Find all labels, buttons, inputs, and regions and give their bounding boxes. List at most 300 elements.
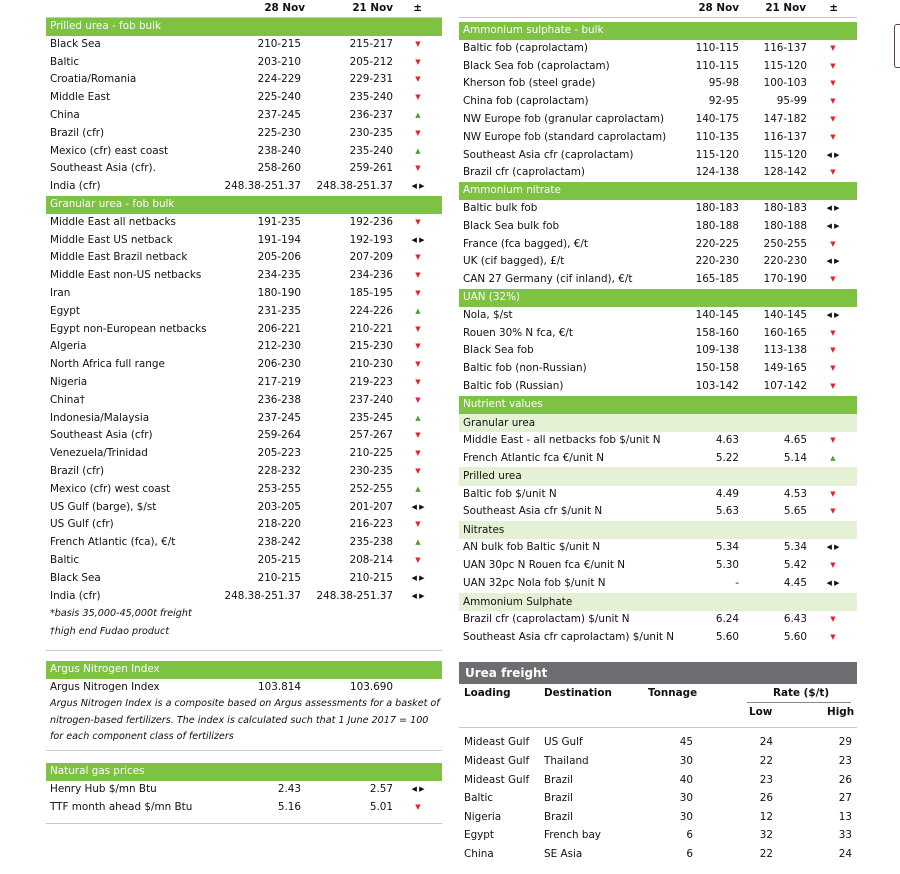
- left-header-row: [46, 0, 442, 18]
- row-value-current: 203-210: [257, 55, 301, 68]
- change-down-icon: ▼: [415, 271, 421, 280]
- prilled-urea-row: [46, 89, 442, 107]
- row-value-current: 191-194: [257, 233, 301, 246]
- freight-row: [459, 789, 857, 808]
- change-down-icon: ▼: [415, 466, 421, 475]
- freight-destination: US Gulf: [544, 736, 583, 749]
- change-down-icon: ▼: [415, 449, 421, 458]
- change-flat-icon: ◀ ▶: [411, 502, 425, 511]
- change-down-icon: ▼: [415, 57, 421, 66]
- change-down-icon: ▼: [830, 435, 836, 444]
- row-value-current: 5.60: [715, 630, 739, 643]
- row-value-previous: 5.65: [783, 505, 807, 518]
- row-label: Indonesia/Malaysia: [50, 411, 150, 424]
- freight-destination: Thailand: [544, 755, 589, 768]
- left-column: [46, 0, 442, 824]
- row-value-previous: 192-236: [349, 215, 393, 228]
- change-up-icon: ▲: [415, 538, 421, 547]
- row-label: US Gulf (cfr): [50, 518, 114, 531]
- row-value-previous: 180-188: [763, 219, 807, 232]
- change-down-icon: ▼: [830, 168, 836, 177]
- prilled-urea-row: [46, 143, 442, 161]
- granular-urea-row: [46, 338, 442, 356]
- row-value-previous: 236-237: [349, 108, 393, 121]
- row-label: Middle East US netback: [50, 233, 173, 246]
- freight-row: [459, 845, 857, 864]
- row-value-current: 259-264: [257, 429, 301, 442]
- nutrient-value-row: [459, 611, 857, 629]
- row-value-previous: 257-267: [349, 429, 393, 442]
- change-down-icon: ▼: [415, 802, 421, 811]
- header-date-current: 28 Nov: [698, 2, 739, 14]
- nutrient-value-row: [459, 450, 857, 468]
- row-label: Nola, $/st: [463, 308, 513, 321]
- row-value-previous: 4.45: [783, 576, 807, 589]
- ammonium-nitrate-title: Ammonium nitrate: [459, 182, 857, 200]
- row-label: Brazil cfr (caprolactam): [463, 166, 585, 179]
- granular-urea-row: [46, 463, 442, 481]
- row-value-current: 220-230: [695, 255, 739, 268]
- row-label: UAN 30pc N Rouen fca €/unit N: [463, 559, 626, 572]
- change-down-icon: ▼: [415, 164, 421, 173]
- nutrient-value-row: [459, 539, 857, 557]
- row-label: Brazil cfr (caprolactam) $/unit N: [463, 612, 630, 625]
- freight-rate-low: 23: [759, 773, 773, 786]
- change-flat-icon: ◀ ▶: [411, 573, 425, 582]
- row-value-current: 224-229: [257, 73, 301, 86]
- nutrient-value-row: [459, 629, 857, 647]
- row-value-current: 258-260: [257, 162, 301, 175]
- nutrient-group-title: Ammonium Sulphate: [459, 593, 857, 611]
- granular-urea-row: [46, 570, 442, 588]
- freight-rate-high: 24: [838, 848, 852, 861]
- row-label: Egypt: [50, 304, 80, 317]
- row-label: TTF month ahead $/mn Btu: [50, 800, 193, 813]
- row-value-previous: 207-209: [349, 251, 393, 264]
- change-flat-icon: ◀ ▶: [826, 578, 840, 587]
- change-down-icon: ▼: [830, 114, 836, 123]
- granular-urea-row: [46, 392, 442, 410]
- row-value-previous: 224-226: [349, 304, 393, 317]
- change-flat-icon: ◀ ▶: [826, 221, 840, 230]
- freight-tonnage: 30: [679, 792, 693, 805]
- change-down-icon: ▼: [415, 395, 421, 404]
- granular-urea-row: [46, 303, 442, 321]
- prilled-urea-row: [46, 71, 442, 89]
- freight-rate-high: 27: [838, 792, 852, 805]
- freight-rate-low: 22: [759, 755, 773, 768]
- change-down-icon: ▼: [415, 39, 421, 48]
- change-flat-icon: ◀ ▶: [411, 235, 425, 244]
- right-header-row: [459, 0, 857, 18]
- granular-urea-row: [46, 588, 442, 606]
- row-label: Middle East: [50, 91, 111, 104]
- row-value-current: 225-240: [257, 91, 301, 104]
- row-value-current: 234-235: [257, 269, 301, 282]
- row-label: Baltic: [50, 553, 80, 566]
- row-label: China†: [50, 393, 85, 406]
- nutrient-value-row: [459, 503, 857, 521]
- natural-gas-title: Natural gas prices: [46, 763, 442, 781]
- change-down-icon: ▼: [830, 489, 836, 498]
- change-down-icon: ▼: [830, 561, 836, 570]
- row-value-previous: 2.57: [369, 782, 393, 795]
- granular-urea-row: [46, 552, 442, 570]
- change-down-icon: ▼: [830, 239, 836, 248]
- ammonium-nitrate-row: [459, 253, 857, 271]
- freight-row: [459, 826, 857, 845]
- ammonium-sulphate-row: [459, 93, 857, 111]
- row-value-previous: 116-137: [763, 130, 807, 143]
- row-label: Baltic fob $/unit N: [463, 487, 557, 500]
- row-value-current: 158-160: [695, 326, 739, 339]
- row-value-current: 2.43: [277, 782, 301, 795]
- row-label: Venezuela/Trinidad: [50, 447, 148, 460]
- granular-urea-row: [46, 516, 442, 534]
- ammonium-sulphate-row: [459, 111, 857, 129]
- nitrogen-index-title: Argus Nitrogen Index: [46, 661, 442, 679]
- row-value-current: 124-138: [695, 166, 739, 179]
- row-value-previous: 210-230: [349, 358, 393, 371]
- row-value-current: 180-188: [695, 219, 739, 232]
- row-label: Middle East - all netbacks fob $/unit N: [463, 433, 661, 446]
- freight-rate-high: 29: [838, 736, 852, 749]
- row-value-previous: 229-231: [349, 73, 393, 86]
- granular-urea-row: [46, 410, 442, 428]
- page-tab-marker: [894, 24, 900, 68]
- change-down-icon: ▼: [830, 79, 836, 88]
- row-value-current: 206-221: [257, 322, 301, 335]
- change-down-icon: ▼: [830, 381, 836, 390]
- uan-title: UAN (32%): [459, 289, 857, 307]
- change-up-icon: ▲: [830, 453, 836, 462]
- freight-rate-high: 33: [838, 829, 852, 842]
- row-value-current: 238-240: [257, 144, 301, 157]
- freight-loading: Nigeria: [464, 810, 502, 823]
- ammonium-sulphate-row: [459, 129, 857, 147]
- row-value-previous: 170-190: [763, 273, 807, 286]
- row-value-current: 150-158: [695, 362, 739, 375]
- row-value-current: 110-135: [695, 130, 739, 143]
- row-label: Southeast Asia cfr $/unit N: [463, 505, 603, 518]
- row-label: Black Sea: [50, 571, 101, 584]
- row-label: CAN 27 Germany (cif inland), €/t: [463, 273, 633, 286]
- row-label: Black Sea fob: [463, 344, 534, 357]
- row-value-previous: 147-182: [763, 112, 807, 125]
- row-value-previous: 216-223: [349, 518, 393, 531]
- row-value-current: 217-219: [257, 375, 301, 388]
- change-down-icon: ▼: [415, 324, 421, 333]
- row-value-current: 236-238: [257, 393, 301, 406]
- row-value-previous: 180-183: [763, 201, 807, 214]
- row-label: Algeria: [50, 340, 87, 353]
- row-value-previous: 115-120: [763, 59, 807, 72]
- prilled-urea-title: Prilled urea - fob bulk: [46, 18, 442, 36]
- row-label: UK (cif bagged), £/t: [463, 255, 565, 268]
- row-value-previous: 192-193: [349, 233, 393, 246]
- row-label: Middle East all netbacks: [50, 215, 176, 228]
- row-value-previous: 250-255: [763, 237, 807, 250]
- freight-rate-low: 32: [759, 829, 773, 842]
- row-label: India (cfr): [50, 589, 101, 602]
- row-value-current: 205-215: [257, 553, 301, 566]
- row-label: UAN 32pc Nola fob $/unit N: [463, 576, 606, 589]
- row-label: Southeast Asia cfr (caprolactam): [463, 148, 634, 161]
- row-label: Baltic: [50, 55, 80, 68]
- change-down-icon: ▼: [415, 217, 421, 226]
- row-label: Black Sea bulk fob: [463, 219, 560, 232]
- freight-row: [459, 733, 857, 752]
- row-label: Baltic bulk fob: [463, 201, 538, 214]
- row-value-current: 110-115: [695, 59, 739, 72]
- row-value-current: 5.16: [277, 800, 301, 813]
- ammonium-nitrate-row: [459, 218, 857, 236]
- granular-urea-row: [46, 267, 442, 285]
- freight-tonnage: 45: [679, 736, 693, 749]
- change-down-icon: ▼: [415, 431, 421, 440]
- divider: [46, 641, 442, 651]
- row-label: Southeast Asia (cfr).: [50, 162, 156, 175]
- nutrient-group-title: Granular urea: [459, 414, 857, 432]
- prilled-urea-row: [46, 54, 442, 72]
- granular-urea-row: [46, 445, 442, 463]
- change-flat-icon: ◀ ▶: [826, 203, 840, 212]
- row-value-current: 210-215: [257, 571, 301, 584]
- row-value-previous: 248.38-251.37: [316, 180, 393, 193]
- row-value-previous: 210-225: [349, 447, 393, 460]
- row-label: Baltic fob (caprolactam): [463, 41, 588, 54]
- nutrient-group-title: Nitrates: [459, 521, 857, 539]
- uan-row: [459, 307, 857, 325]
- granular-urea-row: [46, 249, 442, 267]
- change-down-icon: ▼: [830, 614, 836, 623]
- row-label: Mexico (cfr) west coast: [50, 482, 171, 495]
- row-value-previous: 6.43: [783, 612, 807, 625]
- row-value-current: 237-245: [257, 108, 301, 121]
- row-value-current: 109-138: [695, 344, 739, 357]
- change-flat-icon: ◀ ▶: [826, 310, 840, 319]
- freight-destination: French bay: [544, 829, 601, 842]
- freight-basis-note: *basis 35,000-45,000t freight: [50, 608, 192, 620]
- row-label: France (fca bagged), €/t: [463, 237, 588, 250]
- ammonium-nitrate-row: [459, 236, 857, 254]
- row-value-previous: 235-240: [349, 91, 393, 104]
- row-value-current: 165-185: [695, 273, 739, 286]
- row-value-current: 95-98: [708, 77, 739, 90]
- change-down-icon: ▼: [415, 520, 421, 529]
- freight-tonnage: 30: [679, 810, 693, 823]
- row-value-previous: 220-230: [763, 255, 807, 268]
- row-value-previous: 113-138: [763, 344, 807, 357]
- row-value-current: 248.38-251.37: [224, 180, 301, 193]
- freight-rate-high: 13: [838, 810, 852, 823]
- row-value-current: 218-220: [257, 518, 301, 531]
- row-value-previous: 5.01: [369, 800, 393, 813]
- prilled-urea-row: [46, 36, 442, 54]
- change-down-icon: ▼: [830, 43, 836, 52]
- row-value-current: 210-215: [257, 37, 301, 50]
- freight-rate-low: 26: [759, 792, 773, 805]
- row-value-previous: 230-235: [349, 126, 393, 139]
- row-value-current: 5.22: [715, 451, 739, 464]
- granular-urea-row: [46, 481, 442, 499]
- row-value-current: 205-223: [257, 447, 301, 460]
- row-value-current: 5.30: [715, 559, 739, 572]
- change-down-icon: ▼: [415, 93, 421, 102]
- change-down-icon: ▼: [415, 288, 421, 297]
- row-label: Henry Hub $/mn Btu: [50, 782, 157, 795]
- prilled-urea-row: [46, 160, 442, 178]
- row-value-current: 140-175: [695, 112, 739, 125]
- row-value-previous: 5.14: [783, 451, 807, 464]
- header-change: ±: [829, 2, 838, 14]
- row-value-previous: 259-261: [349, 162, 393, 175]
- change-down-icon: ▼: [830, 346, 836, 355]
- row-value-current: 212-230: [257, 340, 301, 353]
- row-value-previous: 5.42: [783, 559, 807, 572]
- row-label: North Africa full range: [50, 358, 165, 371]
- nitrogen-index-description: Argus Nitrogen Index is a composite based on Argus assessments for a basket of nitrogen-based fertilizers. The index is calculated such that 1 June 2017 = 100 for each component class of fertilizers: [46, 696, 442, 751]
- freight-rate-high: 23: [838, 755, 852, 768]
- freight-rate-high: 26: [838, 773, 852, 786]
- row-value-current: 203-205: [257, 500, 301, 513]
- row-label: NW Europe fob (granular caprolactam): [463, 112, 665, 125]
- change-up-icon: ▲: [415, 110, 421, 119]
- row-value-previous: 210-221: [349, 322, 393, 335]
- change-flat-icon: ◀ ▶: [411, 591, 425, 600]
- row-label: Argus Nitrogen Index: [50, 680, 160, 693]
- freight-col-high: High: [827, 706, 855, 719]
- granular-urea-row: [46, 321, 442, 339]
- freight-header: [459, 684, 857, 728]
- natural-gas-row: [46, 799, 442, 817]
- nitrogen-index-row: [46, 679, 442, 697]
- freight-loading: Egypt: [464, 829, 494, 842]
- freight-rate-low: 24: [759, 736, 773, 749]
- ammonium-sulphate-row: [459, 147, 857, 165]
- row-value-previous: 5.60: [783, 630, 807, 643]
- ammonium-nitrate-row: [459, 271, 857, 289]
- change-flat-icon: ◀ ▶: [826, 543, 840, 552]
- row-value-previous: 235-240: [349, 144, 393, 157]
- freight-tonnage: 30: [679, 755, 693, 768]
- change-flat-icon: ◀ ▶: [411, 784, 425, 793]
- natural-gas-row: [46, 781, 442, 799]
- divider: [46, 816, 442, 824]
- freight-row: [459, 808, 857, 827]
- row-label: Middle East Brazil netback: [50, 251, 188, 264]
- row-value-previous: 103.690: [350, 680, 393, 693]
- nutrient-value-row: [459, 557, 857, 575]
- row-label: Mexico (cfr) east coast: [50, 144, 169, 157]
- freight-col-rate: Rate ($/t): [773, 687, 830, 700]
- change-down-icon: ▼: [830, 507, 836, 516]
- row-value-previous: 116-137: [763, 41, 807, 54]
- row-value-current: 103-142: [695, 379, 739, 392]
- freight-tonnage: 40: [679, 773, 693, 786]
- change-down-icon: ▼: [830, 132, 836, 141]
- nutrient-group-title: Prilled urea: [459, 467, 857, 485]
- row-label: NW Europe fob (standard caprolactam): [463, 130, 667, 143]
- row-value-current: 206-230: [257, 358, 301, 371]
- freight-loading: Baltic: [464, 792, 494, 805]
- change-up-icon: ▲: [415, 484, 421, 493]
- row-value-previous: 215-217: [349, 37, 393, 50]
- row-value-current: 238-242: [257, 536, 301, 549]
- row-value-previous: 115-120: [763, 148, 807, 161]
- change-flat-icon: ◀ ▶: [826, 150, 840, 159]
- ammonium-sulphate-title: Ammonium sulphate - bulk: [459, 22, 857, 40]
- row-value-previous: 185-195: [349, 286, 393, 299]
- freight-rate-low: 12: [759, 810, 773, 823]
- freight-col-tonnage: Tonnage: [648, 687, 698, 700]
- row-value-previous: 234-236: [349, 269, 393, 282]
- row-value-previous: 95-99: [776, 95, 807, 108]
- row-value-previous: 140-145: [763, 308, 807, 321]
- row-value-previous: 149-165: [763, 362, 807, 375]
- row-value-previous: 5.34: [783, 541, 807, 554]
- row-value-current: 5.63: [715, 505, 739, 518]
- row-value-previous: 252-255: [349, 482, 393, 495]
- nutrient-value-row: [459, 486, 857, 504]
- freight-col-loading: Loading: [464, 687, 511, 700]
- granular-urea-title: Granular urea - fob bulk: [46, 196, 442, 214]
- row-value-previous: 230-235: [349, 464, 393, 477]
- freight-col-destination: Destination: [544, 687, 612, 700]
- row-value-current: 231-235: [257, 304, 301, 317]
- row-value-previous: 160-165: [763, 326, 807, 339]
- change-down-icon: ▼: [415, 342, 421, 351]
- row-label: Brazil (cfr): [50, 126, 105, 139]
- row-value-current: 228-232: [257, 464, 301, 477]
- ammonium-sulphate-row: [459, 40, 857, 58]
- row-value-previous: 208-214: [349, 553, 393, 566]
- uan-row: [459, 378, 857, 396]
- change-down-icon: ▼: [830, 275, 836, 284]
- freight-loading: Mideast Gulf: [464, 736, 530, 749]
- change-down-icon: ▼: [830, 632, 836, 641]
- row-label: China fob (caprolactam): [463, 95, 589, 108]
- freight-destination: SE Asia: [544, 848, 583, 861]
- row-label: Black Sea: [50, 37, 101, 50]
- row-value-current: 253-255: [257, 482, 301, 495]
- freight-title: Urea freight: [459, 662, 857, 684]
- row-value-previous: 210-215: [349, 571, 393, 584]
- granular-urea-row: [46, 214, 442, 232]
- row-value-current: 103.814: [258, 680, 301, 693]
- uan-row: [459, 342, 857, 360]
- row-value-current: 220-225: [695, 237, 739, 250]
- freight-destination: Brazil: [544, 773, 573, 786]
- row-label: US Gulf (barge), $/st: [50, 500, 157, 513]
- row-value-previous: 219-223: [349, 375, 393, 388]
- row-value-previous: 248.38-251.37: [316, 589, 393, 602]
- granular-urea-row: [46, 356, 442, 374]
- prilled-urea-row: [46, 178, 442, 196]
- row-value-current: 140-145: [695, 308, 739, 321]
- row-value-current: 205-206: [257, 251, 301, 264]
- granular-urea-row: [46, 499, 442, 517]
- row-label: Southeast Asia cfr caprolactam) $/unit N: [463, 630, 675, 643]
- urea-freight-table: [459, 662, 857, 863]
- row-value-current: 191-235: [257, 215, 301, 228]
- row-label: Middle East non-US netbacks: [50, 269, 202, 282]
- row-label: Egypt non-European netbacks: [50, 322, 207, 335]
- row-label: Baltic fob (non-Russian): [463, 362, 587, 375]
- freight-destination: Brazil: [544, 792, 573, 805]
- ammonium-sulphate-row: [459, 75, 857, 93]
- freight-tonnage: 6: [686, 848, 693, 861]
